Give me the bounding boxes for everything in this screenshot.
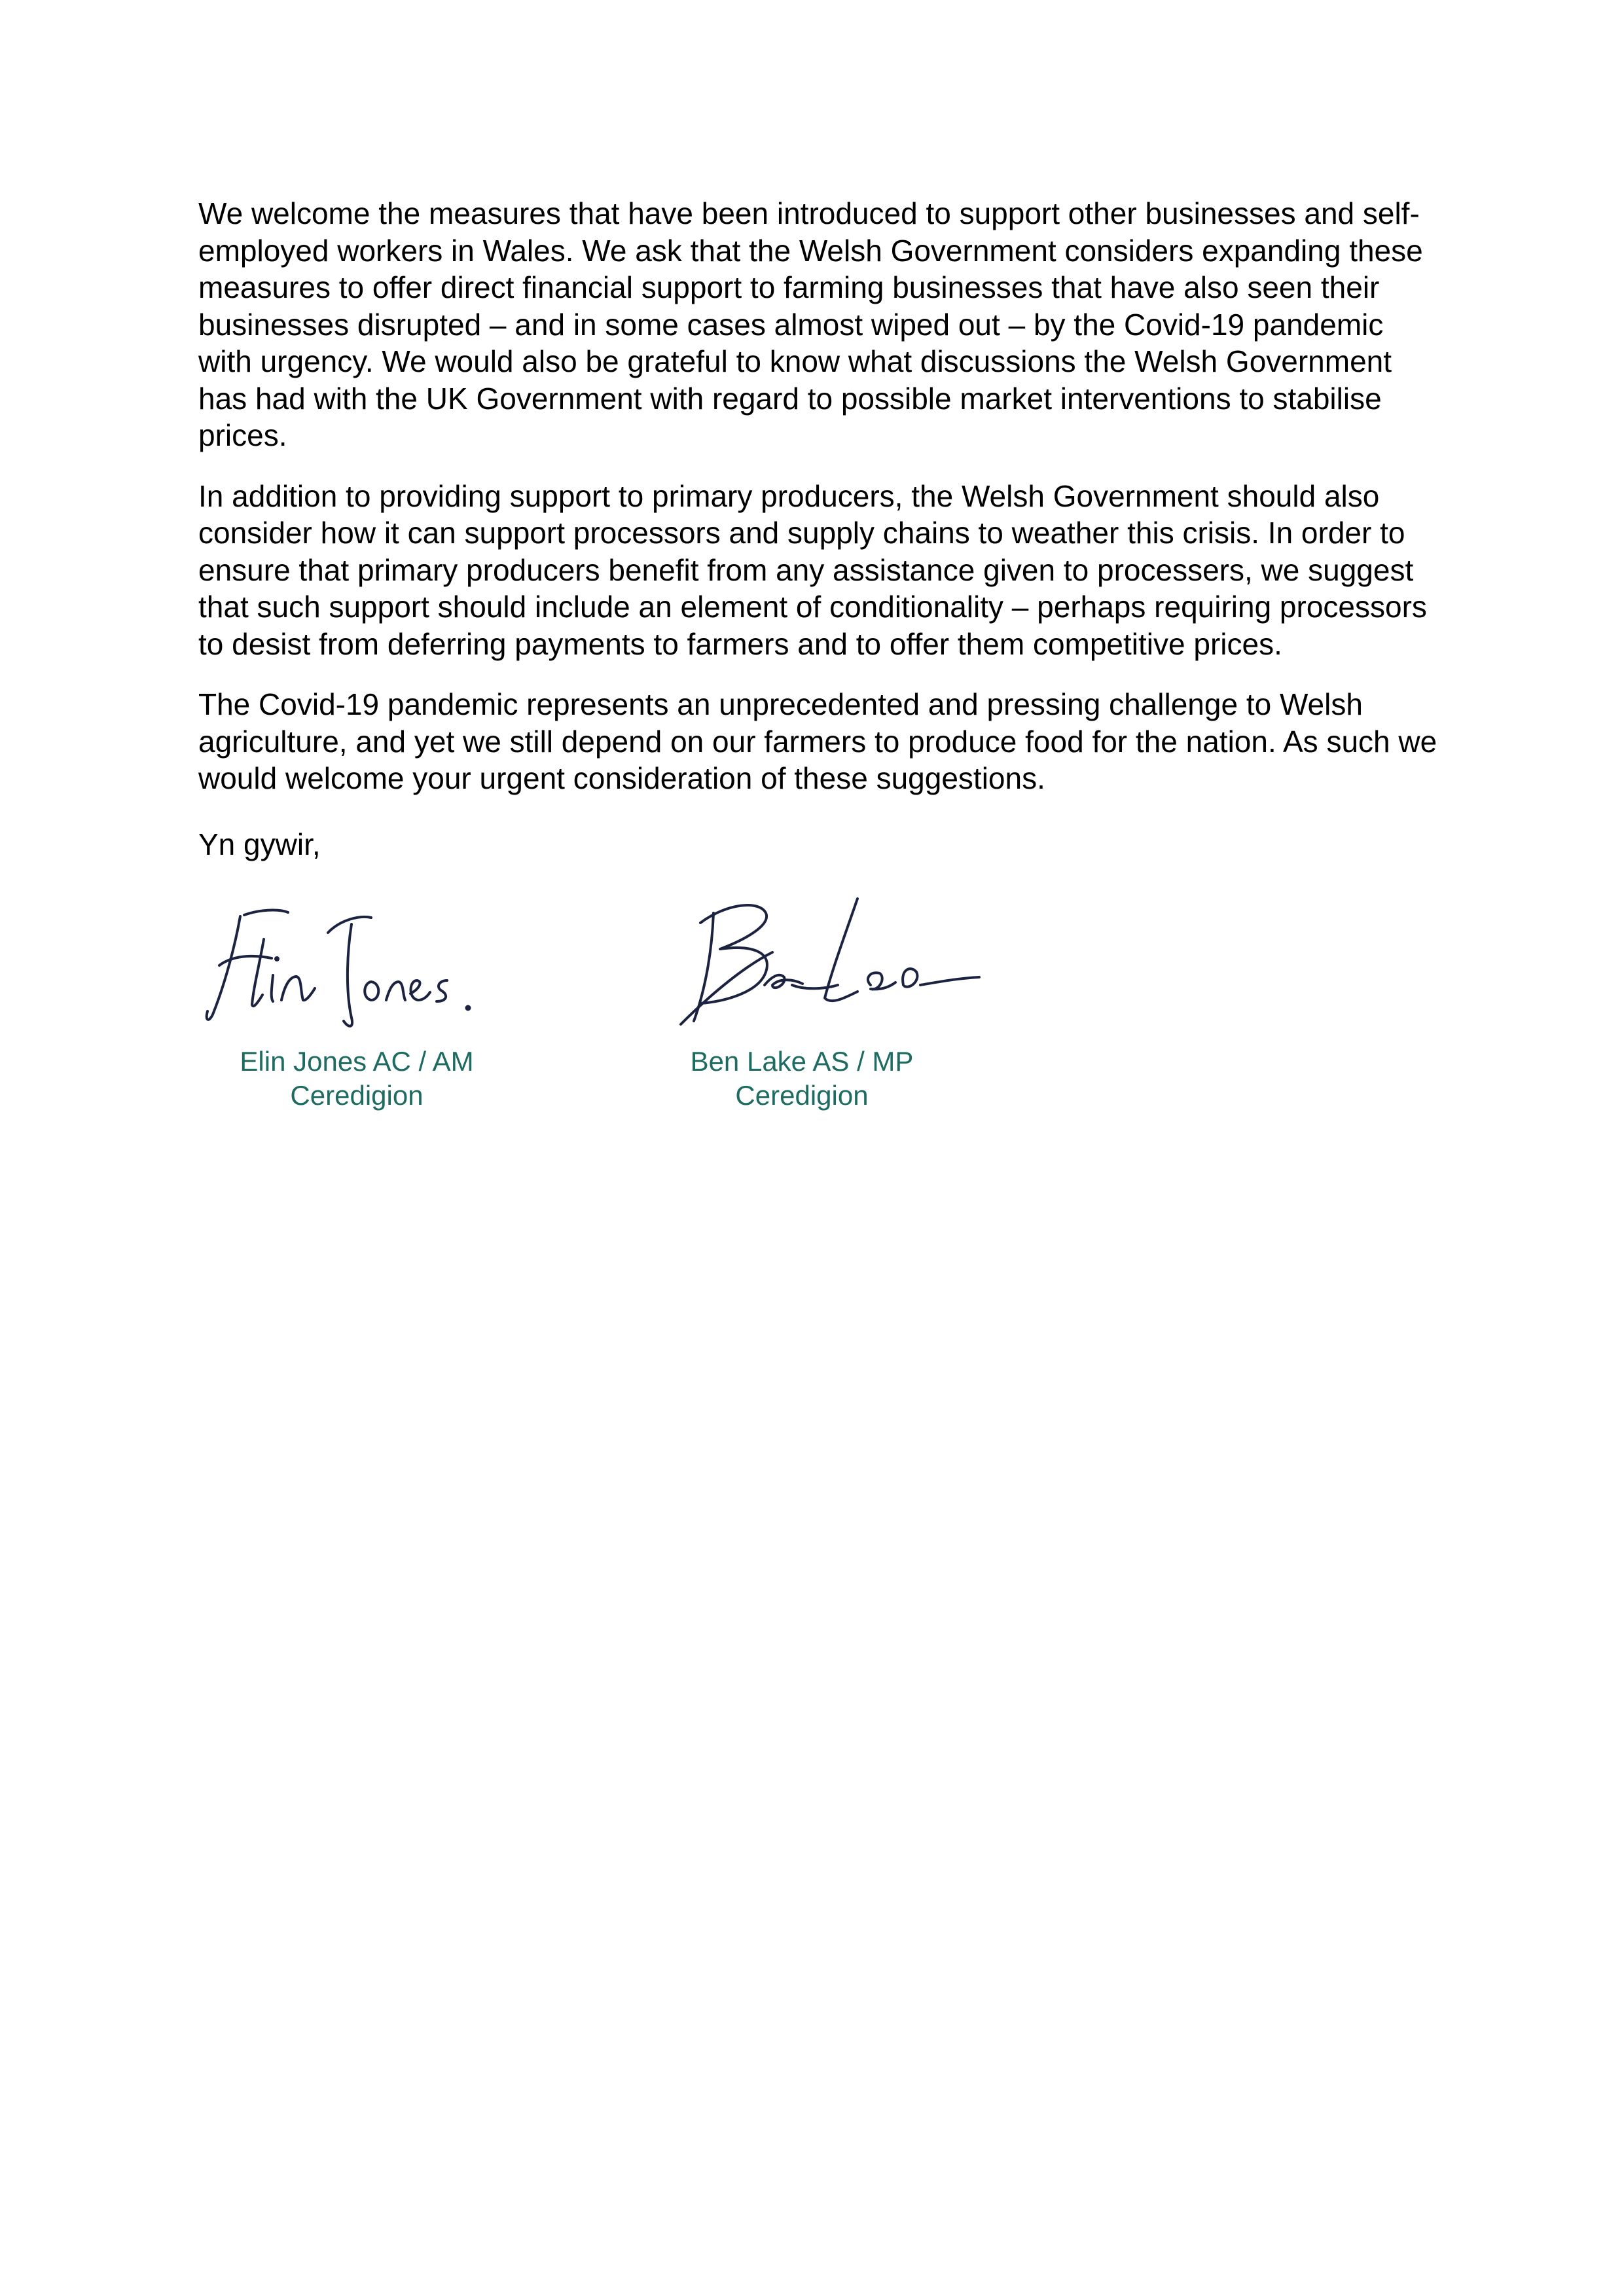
signature-ben-lake bbox=[674, 887, 988, 1037]
signature-elin-jones bbox=[200, 903, 507, 1041]
signatory-1-name: Elin Jones AC / AM bbox=[240, 1046, 474, 1077]
paragraph-3: The Covid-19 pandemic represents an unprecedented and pressing challenge to Welsh agriculture, and yet we still depend on our farmers to produce food for the nation. As such we would welcome your urgent consideration of these suggestions. bbox=[198, 687, 1437, 795]
signatory-2-name: Ben Lake AS / MP bbox=[690, 1046, 914, 1077]
signatory-2-constituency: Ceredigion bbox=[735, 1080, 869, 1111]
signatory-1-caption bbox=[196, 1045, 517, 1113]
closing-salutation: Yn gywir, bbox=[198, 827, 321, 861]
signatory-2-caption bbox=[645, 1045, 959, 1113]
letter-body bbox=[198, 195, 1442, 821]
paragraph-1: We welcome the measures that have been introduced to support other businesses and self-employed workers in Wales. We ask that the Welsh Government considers expanding these measures to offer direct financial support to farming businesses that have also seen their businesses disrupted – and in some cases almost wiped out – by the Covid-19 pandemic with urgency. We would also be grateful to know what discussions the Welsh Government has had with the UK Government with regard to possible market interventions to stabilise prices. bbox=[198, 196, 1423, 452]
paragraph-2: In addition to providing support to primary producers, the Welsh Government should also consider how it can support processors and supply chains to weather this crisis. In order to ensure that primary producers benefit from any assistance given to processers, we suggest that such support should include an element of conditionality – perhaps requiring processors to desist from deferring payments to farmers and to offer them competitive prices. bbox=[198, 478, 1427, 661]
signatory-1-constituency: Ceredigion bbox=[290, 1080, 424, 1111]
